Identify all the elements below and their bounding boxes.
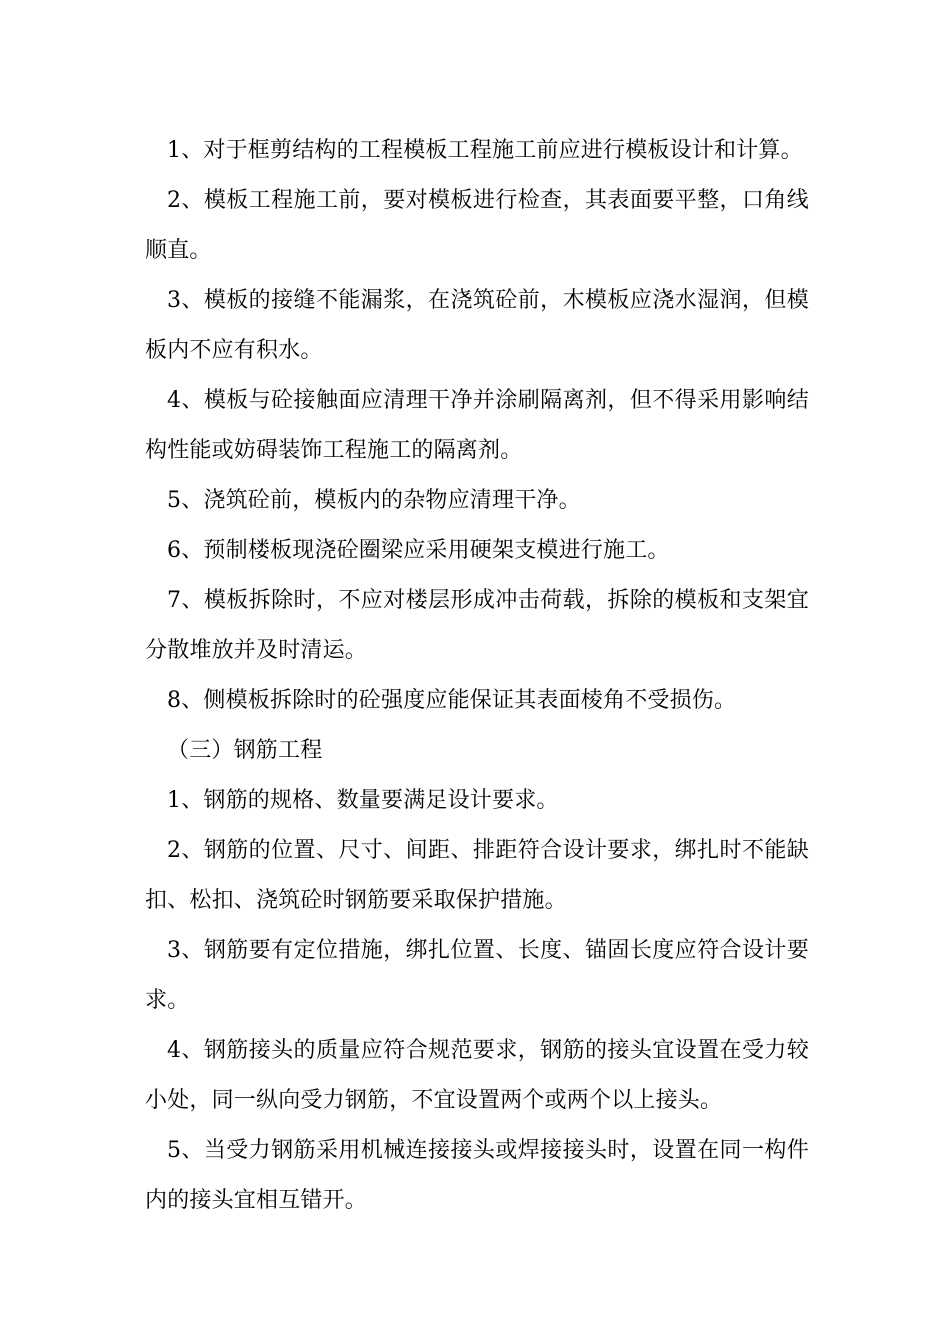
paragraph-rebar-3: 3、钢筋要有定位措施，绑扎位置、长度、锚固长度应符合设计要求。 [145, 938, 809, 1013]
paragraph-formwork-6: 6、预制楼板现浇砼圈梁应采用硬架支模进行施工。 [167, 538, 670, 563]
paragraph-formwork-8: 8、侧模板拆除时的砼强度应能保证其表面棱角不受损伤。 [167, 688, 737, 713]
paragraph-formwork-5: 5、浇筑砼前，模板内的杂物应清理干净。 [167, 488, 581, 513]
paragraph-formwork-7: 7、模板拆除时，不应对楼层形成冲击荷载，拆除的模板和支架宜分散堆放并及时清运。 [145, 588, 809, 663]
paragraph-rebar-1: 1、钢筋的规格、数量要满足设计要求。 [167, 788, 559, 813]
paragraph-formwork-3: 3、模板的接缝不能漏浆，在浇筑砼前，木模板应浇水湿润，但模板内不应有积水。 [145, 288, 809, 363]
paragraph-formwork-4: 4、模板与砼接触面应清理干净并涂刷隔离剂，但不得采用影响结构性能或妨碍装饰工程施工的隔离剂。 [145, 388, 809, 463]
document-body [145, 126, 809, 1226]
paragraph-rebar-4: 4、钢筋接头的质量应符合规范要求，钢筋的接头宜设置在受力较小处，同一纵向受力钢筋，不宜设置两个或两个以上接头。 [145, 1038, 809, 1113]
paragraph-formwork-2: 2、模板工程施工前，要对模板进行检查，其表面要平整，口角线顺直。 [145, 188, 809, 263]
paragraph-rebar-2: 2、钢筋的位置、尺寸、间距、排距符合设计要求，绑扎时不能缺扣、松扣、浇筑砼时钢筋要采取保护措施。 [145, 838, 809, 913]
paragraph-rebar-5: 5、当受力钢筋采用机械连接接头或焊接接头时，设置在同一构件内的接头宜相互错开。 [145, 1138, 809, 1213]
paragraph-formwork-1: 1、对于框剪结构的工程模板工程施工前应进行模板设计和计算。 [167, 138, 803, 163]
section-heading-rebar: （三）钢筋工程 [167, 738, 323, 763]
